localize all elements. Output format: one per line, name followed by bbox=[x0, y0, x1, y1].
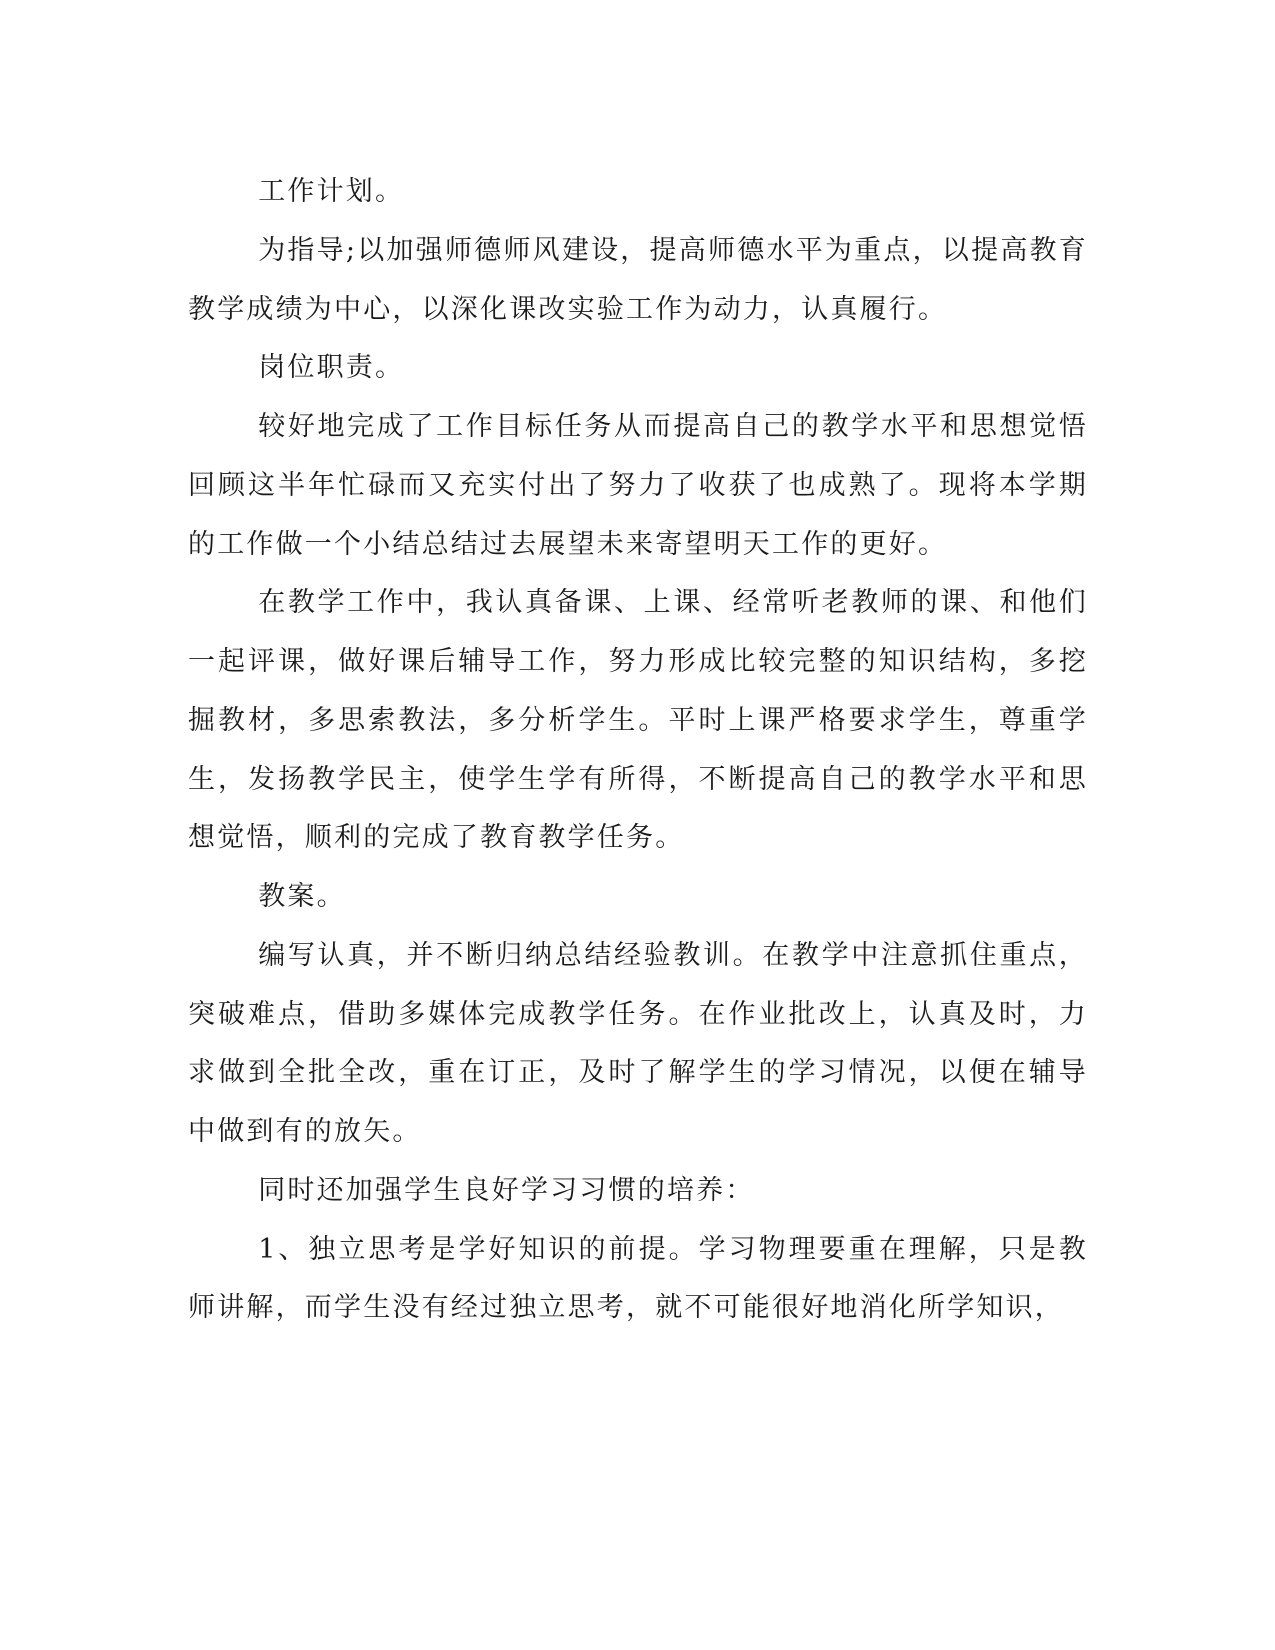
paragraph-summary: 较好地完成了工作目标任务从而提高自己的教学水平和思想觉悟回顾这半年忙碌而又充实付出了努力了收获了也成熟了。现将本学期的工作做一个小结总结过去展望未来寄望明天工作的更好。 bbox=[188, 411, 1088, 560]
paragraph-guidance: 为指导;以加强师德师风建设，提高师德水平为重点，以提高教育教学成绩为中心，以深化课改实验工作为动力，认真履行。 bbox=[188, 234, 1088, 325]
paragraph-study-habits: 同时还加强学生良好学习习惯的培养： bbox=[258, 1174, 755, 1206]
paragraph-independent-thinking: 1、独立思考是学好知识的前提。学习物理要重在理解，只是教师讲解，而学生没有经过独立思考，就不可能很好地消化所学知识， bbox=[188, 1233, 1088, 1324]
paragraph-work-plan: 工作计划。 bbox=[258, 176, 405, 207]
document-body bbox=[188, 163, 1088, 1338]
paragraph-teaching-work: 在教学工作中，我认真备课、上课、经常听老教师的课、和他们一起评课，做好课后辅导工作，努力形成比较完整的知识结构，多挖掘教材，多思索教法，多分析学生。平时上课严格要求学生，尊重学生，发扬教学民主，使学生学有所得，不断提高自己的教学水平和思想觉悟，顺利的完成了教育教学任务。 bbox=[188, 587, 1088, 854]
paragraph-writing: 编写认真，并不断归纳总结经验教训。在教学中注意抓住重点，突破难点，借助多媒体完成教学任务。在作业批改上，认真及时，力求做到全批全改，重在订正，及时了解学生的学习情况，以便在辅导中做到有的放矢。 bbox=[188, 939, 1088, 1147]
paragraph-job-duties: 岗位职责。 bbox=[258, 352, 405, 384]
paragraph-lesson-plans: 教案。 bbox=[258, 881, 346, 912]
